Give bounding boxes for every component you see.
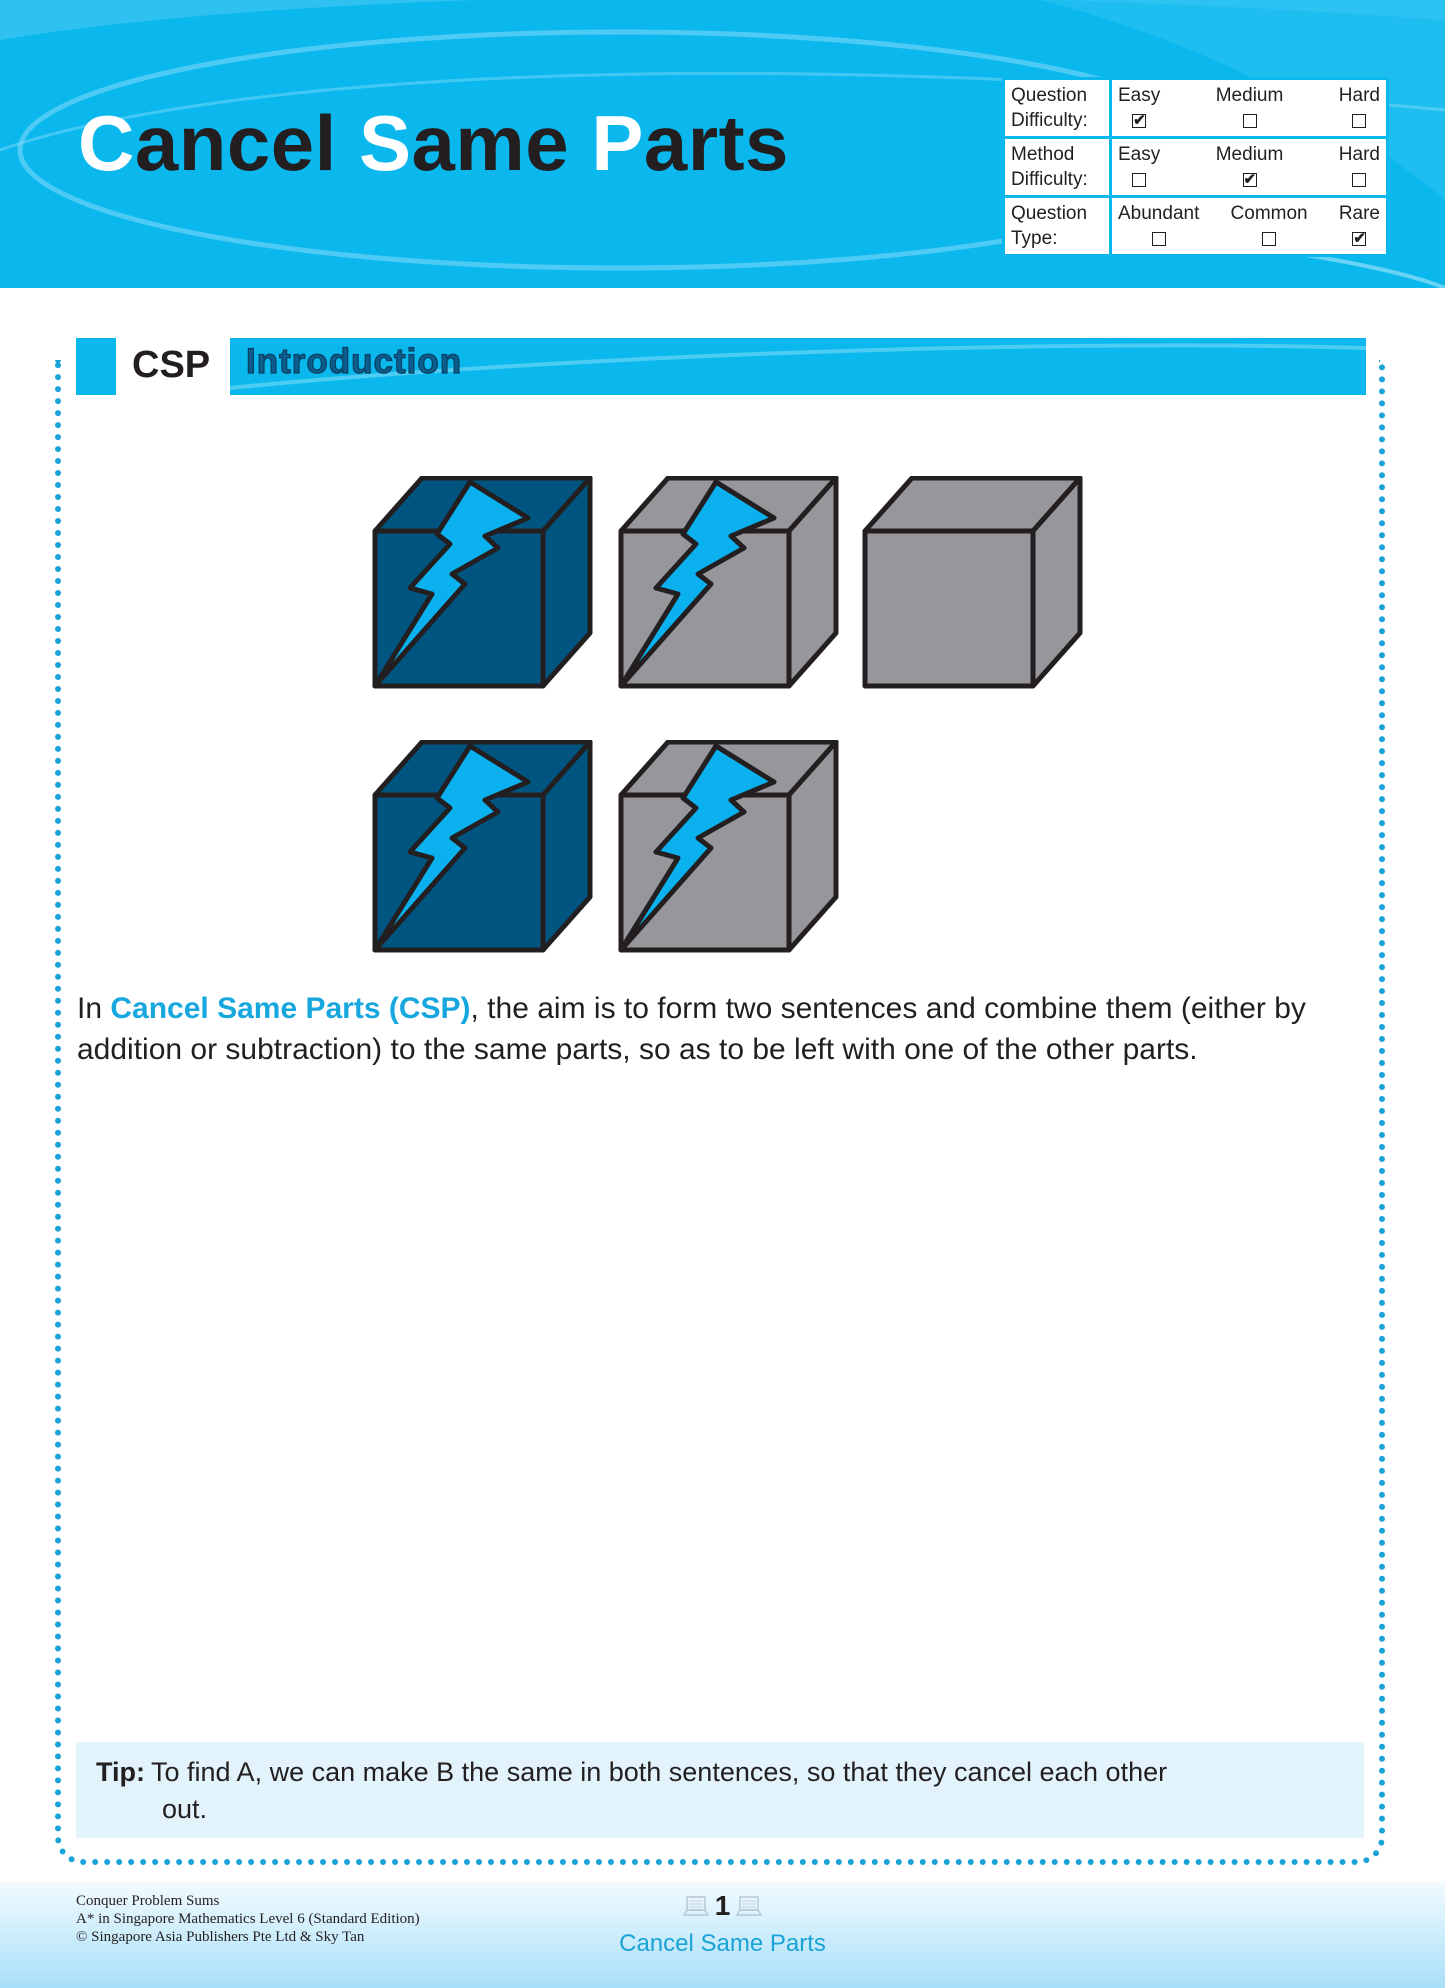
row-label-line: Difficulty:	[1011, 169, 1088, 190]
page-header	[0, 0, 1445, 288]
option-label: Abundant	[1118, 203, 1200, 224]
intro-body: , the aim is to form two sentences and combine them (either by addition or subtraction) to the same parts, so as to be left with one of the other parts.	[77, 992, 1306, 1066]
page-footer	[0, 1882, 1445, 1988]
option-label: Medium	[1215, 85, 1284, 106]
checkbox-empty-icon	[1352, 114, 1366, 128]
row-options	[1111, 79, 1388, 138]
method-difficulty-row	[1004, 138, 1388, 197]
question-type-row	[1004, 197, 1388, 256]
checkbox-empty-icon	[1132, 173, 1146, 187]
laptop-icon	[683, 1895, 709, 1917]
checkbox-empty-icon	[1352, 173, 1366, 187]
row-label	[1004, 79, 1111, 138]
question-difficulty-row	[1004, 79, 1388, 138]
tip-text: To find A, we can make B the same in both sentences, so that they cancel each other	[151, 1757, 1168, 1787]
row-label	[1004, 197, 1111, 256]
option-label: Hard	[1338, 85, 1380, 106]
difficulty-table	[1002, 77, 1389, 257]
checkbox-empty-icon	[1243, 114, 1257, 128]
checkbox-checked-icon: ✔	[1243, 171, 1257, 188]
copyright: © Singapore Asia Publishers Pte Ltd & Sky Tan	[76, 1929, 365, 1945]
section-title-bar	[230, 338, 1366, 395]
cubes-figure	[360, 470, 1080, 960]
section-code: CSP	[132, 344, 211, 386]
option-hard	[1339, 83, 1380, 128]
dark-blue-cube-with-lightning	[370, 740, 596, 960]
grey-cube-with-lightning	[616, 476, 842, 696]
book-series: Conquer Problem Sums	[76, 1893, 220, 1909]
option-label: Medium	[1215, 144, 1284, 165]
title-word-rest: ancel	[134, 99, 337, 187]
title-word-rest: arts	[643, 99, 789, 187]
row-label-line: Difficulty:	[1011, 110, 1088, 131]
option-rare	[1339, 201, 1380, 246]
tip-box	[76, 1742, 1364, 1838]
option-label: Rare	[1338, 203, 1380, 224]
title-initial: C	[78, 99, 135, 187]
title-initial: S	[358, 99, 412, 187]
option-hard	[1339, 142, 1380, 187]
row-options	[1111, 197, 1388, 256]
checkbox-checked-icon: ✔	[1353, 230, 1366, 247]
option-medium	[1216, 83, 1284, 128]
row-label-line: Question	[1011, 203, 1088, 224]
tip-text-continued: out.	[162, 1794, 208, 1824]
title-initial: P	[591, 99, 644, 187]
checkbox-empty-icon	[1262, 232, 1276, 246]
laptop-icon	[736, 1895, 762, 1917]
option-easy	[1118, 83, 1160, 128]
option-label: Common	[1230, 203, 1308, 224]
row-label-line: Method	[1011, 144, 1075, 165]
option-label: Hard	[1338, 144, 1380, 165]
page-number-wrap	[0, 1890, 1445, 1922]
section-marker-block	[76, 338, 116, 395]
book-title: A* in Singapore Mathematics Level 6 (Standard Edition)	[76, 1911, 420, 1927]
page-title	[78, 98, 789, 189]
option-common	[1231, 201, 1308, 246]
intro-paragraph	[77, 988, 1377, 1070]
option-abundant	[1118, 201, 1199, 246]
row-options	[1111, 138, 1388, 197]
row-label-line: Type:	[1011, 228, 1058, 249]
section-title: Introduction	[246, 342, 463, 381]
checkbox-empty-icon	[1152, 232, 1166, 246]
option-medium	[1216, 142, 1284, 187]
title-word-rest: ame	[411, 99, 570, 187]
option-label: Easy	[1118, 144, 1161, 165]
intro-prefix: In	[77, 992, 111, 1025]
checkbox-checked-icon: ✔	[1133, 112, 1146, 129]
page-number	[683, 1890, 763, 1922]
page-number-value: 1	[714, 1890, 731, 1921]
row-label	[1004, 138, 1111, 197]
grey-cube	[860, 476, 1086, 696]
option-easy	[1118, 142, 1160, 187]
footer-chapter-title: Cancel Same Parts	[619, 1930, 826, 1957]
tip-label: Tip:	[96, 1757, 145, 1787]
intro-highlight-term: Cancel Same Parts (CSP)	[110, 992, 471, 1025]
row-label-line: Question	[1011, 85, 1088, 106]
option-label: Easy	[1118, 85, 1161, 106]
dark-blue-cube-with-lightning	[370, 476, 596, 696]
grey-cube-with-lightning	[616, 740, 842, 960]
